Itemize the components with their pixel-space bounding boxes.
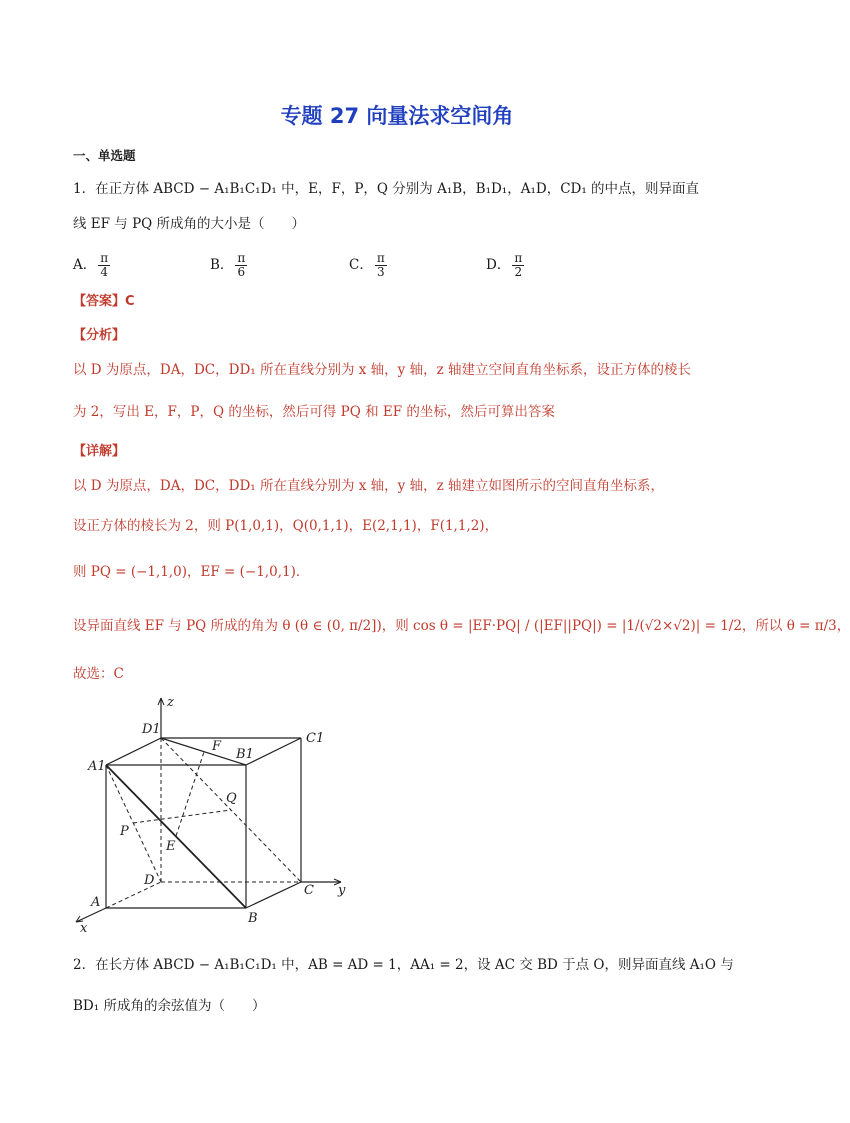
choose-line: 故选：C <box>73 666 124 682</box>
page-title: 专题 27 向量法求空间角 <box>280 104 514 128</box>
answer-value: C <box>125 294 135 309</box>
edge-b1-c1 <box>246 738 301 765</box>
edge-b-c <box>246 882 301 908</box>
option-fraction <box>375 252 387 279</box>
q1-stem-line1: 1．在正方体 ABCD − A₁B₁C₁D₁ 中，E，F，P，Q 分别为 A₁B，B₁D₁，A₁D，CD₁ 的中点，则异面直 <box>73 181 700 197</box>
label-f: F <box>212 739 222 754</box>
label-c: C <box>304 883 314 898</box>
label-x: x <box>80 921 88 936</box>
detail-line4 <box>73 616 850 636</box>
hidden-a1-d <box>106 765 161 882</box>
detail-line4-part1: 设异面直线 EF 与 PQ 所成的角为 θ <box>73 618 291 634</box>
label-z: z <box>167 695 174 710</box>
segment-d1-b1 <box>161 738 246 765</box>
detail-line3: 则 PQ = (−1,1,0)，EF = (−1,0,1)． <box>73 564 310 580</box>
detail-line1: 以 D 为原点，DA，DC，DD₁ 所在直线分别为 x 轴，y 轴，z 轴建立如图所示的空间直角坐标系， <box>73 478 664 494</box>
q1-option-c <box>349 252 389 279</box>
detail-line4-part2: (θ ∈ (0, π/2])，则 cos θ = <box>294 618 464 634</box>
detail-tag: 【详解】 <box>73 444 126 459</box>
fraction-denominator: 4 <box>100 265 109 279</box>
cube-figure <box>66 690 366 935</box>
answer-tag: 【答案】 <box>73 294 126 309</box>
q1-option-d <box>486 252 526 279</box>
fraction-denominator: 3 <box>376 265 385 279</box>
label-c1: C1 <box>306 731 325 746</box>
option-label: C． <box>349 257 373 273</box>
label-b1: B1 <box>236 747 254 762</box>
option-fraction <box>98 252 110 279</box>
x-axis <box>76 908 106 922</box>
label-a: A <box>91 895 101 910</box>
label-b: B <box>248 911 258 926</box>
section-heading: 一、单选题 <box>73 148 136 163</box>
option-fraction <box>512 252 524 279</box>
fraction-numerator: π <box>514 251 523 265</box>
option-fraction <box>235 252 247 279</box>
fraction-denominator: 6 <box>237 265 246 279</box>
option-label: A． <box>73 257 97 273</box>
label-d: D <box>144 873 155 888</box>
analysis-tag: 【分析】 <box>73 328 126 343</box>
q2-stem-line2: BD₁ 所成角的余弦值为（ ） <box>73 998 266 1014</box>
hidden-p-q <box>133 810 231 823</box>
label-y: y <box>338 883 346 898</box>
option-label: B． <box>210 257 234 273</box>
label-q: Q <box>226 791 237 806</box>
analysis-line2: 为 2，写出 E，F，P，Q 的坐标，然后可得 PQ 和 EF 的坐标，然后可算出答案 <box>73 404 555 420</box>
answer-row <box>73 290 135 309</box>
option-label: D． <box>486 257 511 273</box>
edge-a1-d1 <box>106 738 161 765</box>
analysis-line1: 以 D 为原点，DA，DC，DD₁ 所在直线分别为 x 轴，y 轴，z 轴建立空间直角坐标系，设正方体的棱长 <box>73 362 691 378</box>
fraction-denominator: 2 <box>514 265 523 279</box>
q1-option-a <box>73 252 112 279</box>
fraction-numerator: π <box>100 251 109 265</box>
label-a1: A1 <box>88 759 106 774</box>
label-e: E <box>166 839 176 854</box>
label-p: P <box>120 824 129 839</box>
fraction-numerator: π <box>237 251 246 265</box>
detail-line4-part3: |EF·PQ| / (|EF||PQ|) = |1/(√2×√2)| = 1/2，所以 θ = π/3， <box>467 618 850 634</box>
detail-line2: 设正方体的棱长为 2，则 P(1,0,1)，Q(0,1,1)，E(2,1,1)，F(1,1,2)， <box>73 518 499 534</box>
label-d1: D1 <box>142 722 161 737</box>
q1-stem-line2: 线 EF 与 PQ 所成角的大小是（ ） <box>73 216 306 232</box>
q2-stem-line1: 2．在长方体 ABCD − A₁B₁C₁D₁ 中，AB = AD = 1，AA₁ = 2，设 AC 交 BD 于点 O，则异面直线 A₁O 与 <box>73 957 734 973</box>
q1-option-b <box>210 252 249 279</box>
fraction-numerator: π <box>376 251 385 265</box>
